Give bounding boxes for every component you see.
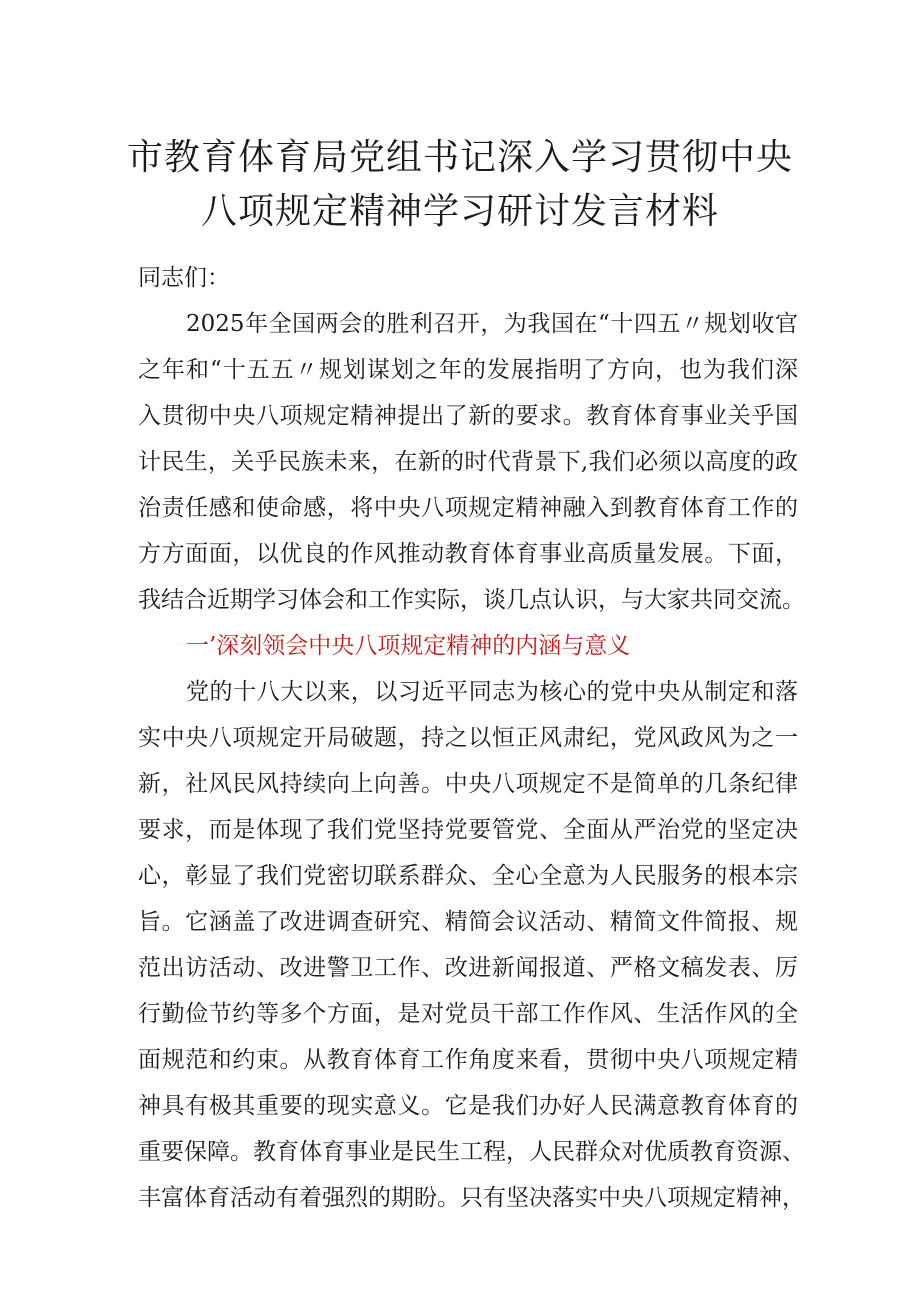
paragraph-1-line: 之年和“十五五〃规划谋划之年的发展指明了方向，也为我们深 — [138, 357, 798, 383]
paragraph-2-line: 新，社风民风持续向上向善。中央八项规定不是简单的几条纪律 — [138, 771, 798, 797]
paragraph-1-line: 治责任感和使命感，将中央八项规定精神融入到教育体育工作的 — [138, 495, 798, 521]
document-title-line-2: 八项规定精神学习研讨发言材料 — [200, 191, 719, 232]
paragraph-1-line: 计民生，关乎民族未来，在新的时代背景下,我们必须以高度的政 — [138, 449, 798, 475]
paragraph-2-line: 旨。它涵盖了改进调查研究、精简会议活动、精简文件简报、规 — [138, 909, 798, 935]
paragraph-1-line: 我结合近期学习体会和工作实际，谈几点认识，与大家共同交流。 — [138, 587, 805, 613]
paragraph-2-line: 范出访活动、改进警卫工作、改进新闻报道、严格文稿发表、厉 — [138, 955, 798, 981]
paragraph-1-line: 方方面面，以优良的作风推动教育体育事业高质量发展。下面， — [138, 541, 798, 567]
paragraph-2-line: 要求，而是体现了我们党坚持党要管党、全面从严治党的坚定决 — [138, 817, 798, 843]
paragraph-2-line: 实中央八项规定开局破题，持之以恒正风肃纪，党风政风为之一 — [138, 725, 798, 751]
section-heading-1: 一’深刻领会中央八项规定精神的内涵与意义 — [186, 633, 631, 659]
paragraph-2-line: 面规范和约束。从教育体育工作角度来看，贯彻中央八项规定精 — [138, 1047, 798, 1073]
paragraph-2-line: 丰富体育活动有着强烈的期盼。只有坚决落实中央八项规定精神， — [138, 1185, 805, 1211]
paragraph-1-line: 2025年全国两会的胜利召开，为我国在“十四五〃规划收官 — [186, 311, 798, 337]
paragraph-2-line: 重要保障。教育体育事业是民生工程，人民群众对优质教育资源、 — [138, 1139, 805, 1165]
salutation: 同志们： — [138, 265, 230, 291]
paragraph-2-line: 行勤俭节约等多个方面，是对党员干部工作作风、生活作风的全 — [138, 1001, 798, 1027]
paragraph-1-line: 入贯彻中央八项规定精神提出了新的要求。教育体育事业关乎国 — [138, 403, 798, 429]
paragraph-2-line: 党的十八大以来，以习近平同志为核心的党中央从制定和落 — [186, 679, 798, 705]
paragraph-2-line: 神具有极其重要的现实意义。它是我们办好人民满意教育体育的 — [138, 1093, 798, 1119]
document-title-line-1: 市教育体育局党组书记深入学习贯彻中央 — [126, 137, 793, 178]
paragraph-2-line: 心，彰显了我们党密切联系群众、全心全意为人民服务的根本宗 — [138, 863, 798, 889]
